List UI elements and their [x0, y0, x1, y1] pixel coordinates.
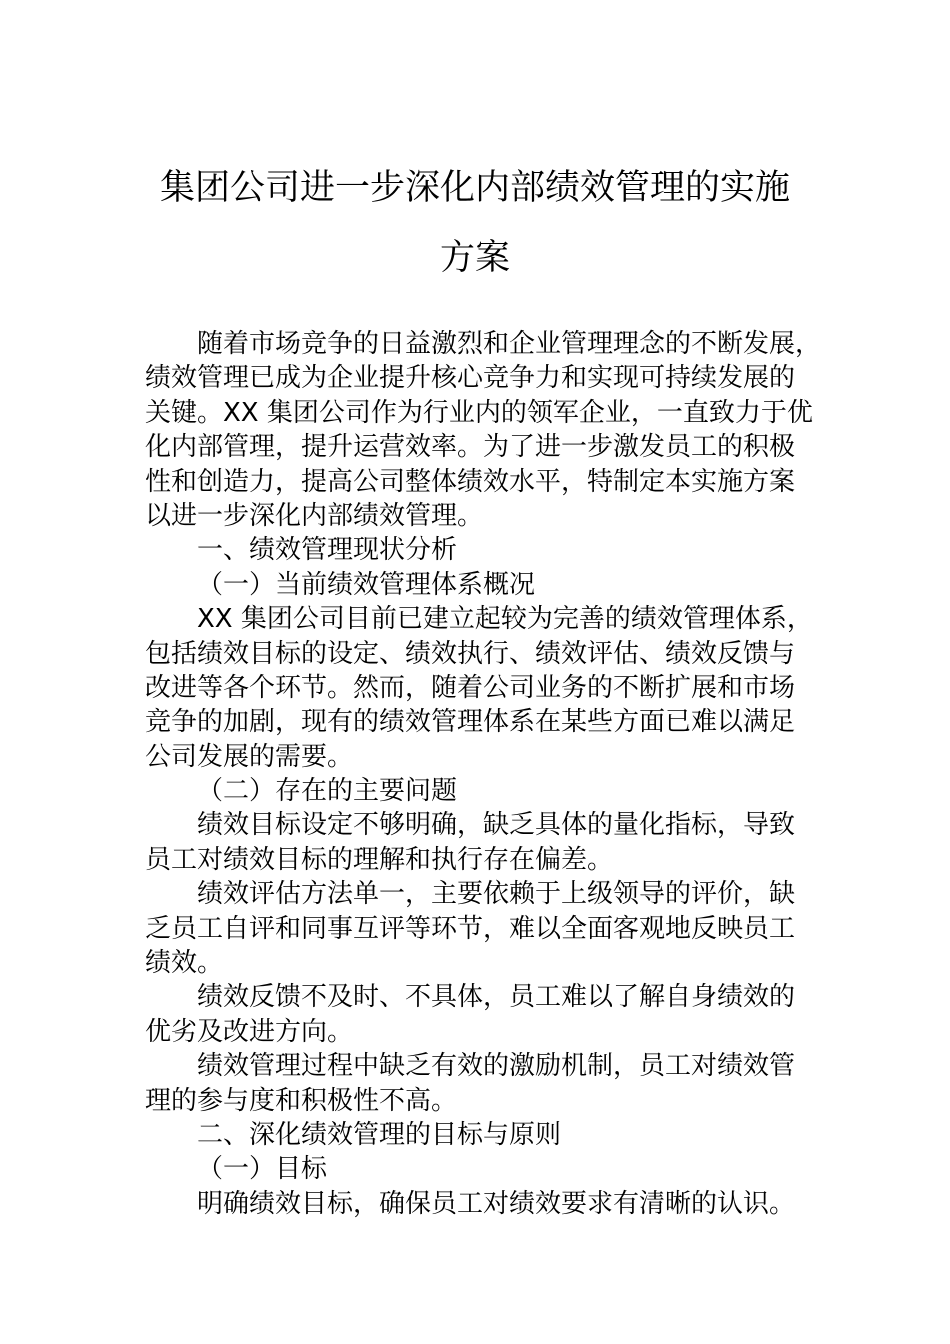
- document-body: [145, 327, 835, 1221]
- body-text-line: （一）当前绩效管理体系概况: [197, 569, 536, 600]
- body-text-line: 绩效管理已成为企业提升核心竞争力和实现可持续发展的: [145, 363, 796, 394]
- body-text-line: 绩效反馈不及时、不具体，员工难以了解自身绩效的: [197, 982, 796, 1013]
- body-text-line: 以进一步深化内部绩效管理。: [145, 500, 484, 531]
- body-text-line: 乏员工自评和同事互评等环节，难以全面客观地反映员工: [145, 913, 796, 944]
- body-text-line: 理的参与度和积极性不高。: [145, 1085, 458, 1116]
- body-text-line: 绩效管理过程中缺乏有效的激励机制，员工对绩效管: [197, 1051, 796, 1082]
- body-text-line: 一、绩效管理现状分析: [197, 535, 458, 566]
- document-title-line-1: 集团公司进一步深化内部绩效管理的实施: [159, 168, 790, 208]
- body-text-line: （二）存在的主要问题: [197, 776, 458, 807]
- body-text-line: 公司发展的需要。: [145, 741, 354, 772]
- body-text-line: 绩效评估方法单一，主要依赖于上级领导的评价，缺: [197, 879, 796, 910]
- body-text-line: 二、深化绩效管理的目标与原则: [197, 1119, 562, 1150]
- body-text-line: 包括绩效目标的设定、绩效执行、绩效评估、绩效反馈与: [145, 638, 796, 669]
- body-text-line: 关键。XX 集团公司作为行业内的领军企业，一直致力于优: [145, 397, 813, 428]
- document-title-line-2: 方案: [439, 238, 510, 278]
- body-text-line: 优劣及改进方向。: [145, 1016, 354, 1047]
- body-text-line: 性和创造力，提高公司整体绩效水平，特制定本实施方案: [145, 466, 796, 497]
- body-text-line: 化内部管理，提升运营效率。为了进一步激发员工的积极: [145, 432, 796, 463]
- body-text-line: 绩效目标设定不够明确，缺乏具体的量化指标，导致: [197, 810, 796, 841]
- body-text-line: XX 集团公司目前已建立起较为完善的绩效管理体系，: [197, 604, 813, 635]
- body-text-line: （一）目标: [197, 1154, 328, 1185]
- body-text-line: 竞争的加剧，现有的绩效管理体系在某些方面已难以满足: [145, 707, 796, 738]
- body-text-line: 明确绩效目标，确保员工对绩效要求有清晰的认识。: [197, 1188, 796, 1219]
- body-text-line: 员工对绩效目标的理解和执行存在偏差。: [145, 844, 614, 875]
- body-text-line: 改进等各个环节。然而，随着公司业务的不断扩展和市场: [145, 672, 796, 703]
- body-text-line: 随着市场竞争的日益激烈和企业管理理念的不断发展，: [197, 329, 822, 359]
- body-text-line: 绩效。: [145, 948, 224, 979]
